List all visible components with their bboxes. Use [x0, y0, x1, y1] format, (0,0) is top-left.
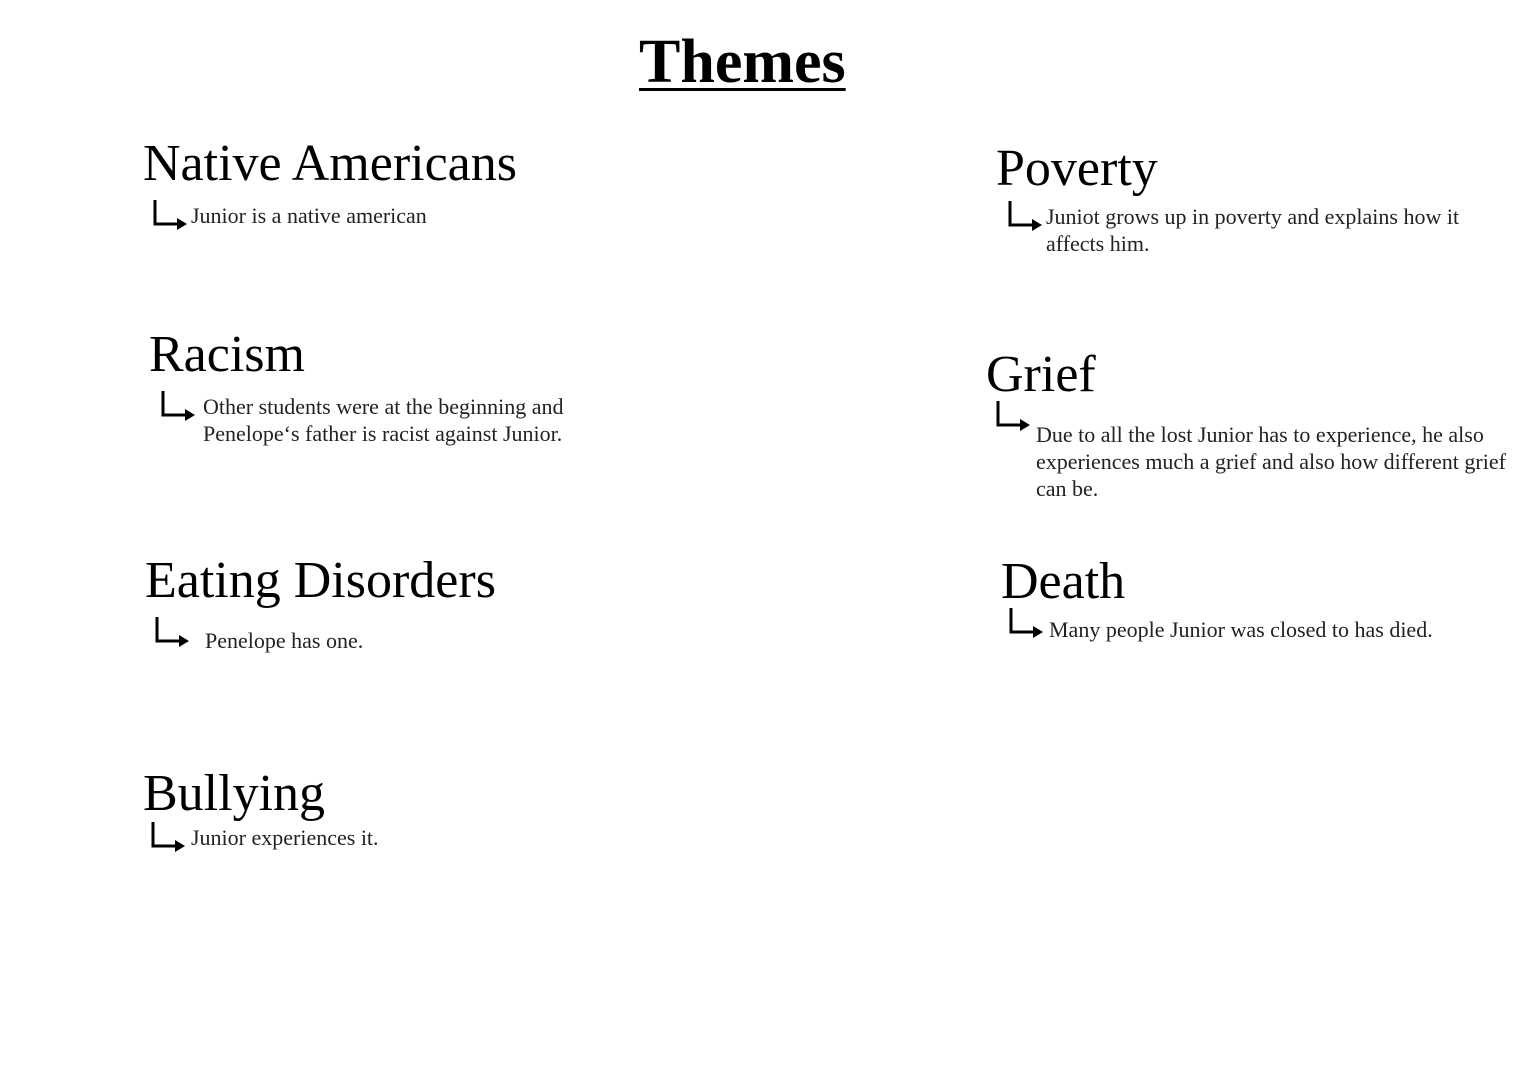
- theme-heading: Death: [1001, 553, 1126, 610]
- theme-heading: Poverty: [996, 140, 1158, 197]
- theme-native-americans: [143, 135, 591, 232]
- arrow-down-right-icon: [149, 820, 187, 854]
- theme-description-row: [1007, 610, 1449, 643]
- theme-death: [1001, 553, 1449, 643]
- arrow-down-right-icon: [994, 399, 1032, 433]
- theme-description-row: [1006, 203, 1466, 257]
- arrow-down-right-icon: [1006, 199, 1044, 233]
- theme-heading: Native Americans: [143, 135, 517, 192]
- theme-heading: Grief: [986, 346, 1096, 403]
- theme-description: Junior experiences it.: [191, 825, 379, 851]
- theme-description-row: [994, 403, 1524, 502]
- theme-heading: Racism: [149, 326, 305, 383]
- theme-description: Juniot grows up in poverty and explains how it affects him.: [1046, 204, 1460, 257]
- theme-poverty: [996, 140, 1466, 257]
- theme-description-row: [149, 824, 591, 854]
- theme-bullying: [143, 765, 591, 854]
- page-title: Themes: [639, 28, 846, 96]
- theme-description: Many people Junior was closed to has died.: [1049, 617, 1433, 643]
- theme-heading: Eating Disorders: [145, 552, 496, 609]
- arrow-down-right-icon: [159, 389, 197, 423]
- theme-racism: [149, 326, 623, 447]
- theme-description: Other students were at the beginning and Penelope‘s father is racist against Junior.: [203, 394, 564, 447]
- theme-description-row: [159, 393, 623, 447]
- arrow-down-right-icon: [153, 615, 191, 649]
- theme-description-row: [153, 619, 605, 654]
- theme-heading: Bullying: [143, 765, 326, 822]
- theme-description: Junior is a native american: [191, 203, 427, 229]
- theme-description: Penelope has one.: [205, 628, 364, 654]
- arrow-down-right-icon: [1007, 606, 1045, 640]
- theme-description: Due to all the lost Junior has to experience, he also experiences much a grief and also how different grief can be.: [1036, 422, 1506, 502]
- theme-grief: [986, 346, 1524, 502]
- theme-eating-disorders: [145, 552, 605, 654]
- theme-description-row: [151, 202, 591, 232]
- arrow-down-right-icon: [151, 198, 189, 232]
